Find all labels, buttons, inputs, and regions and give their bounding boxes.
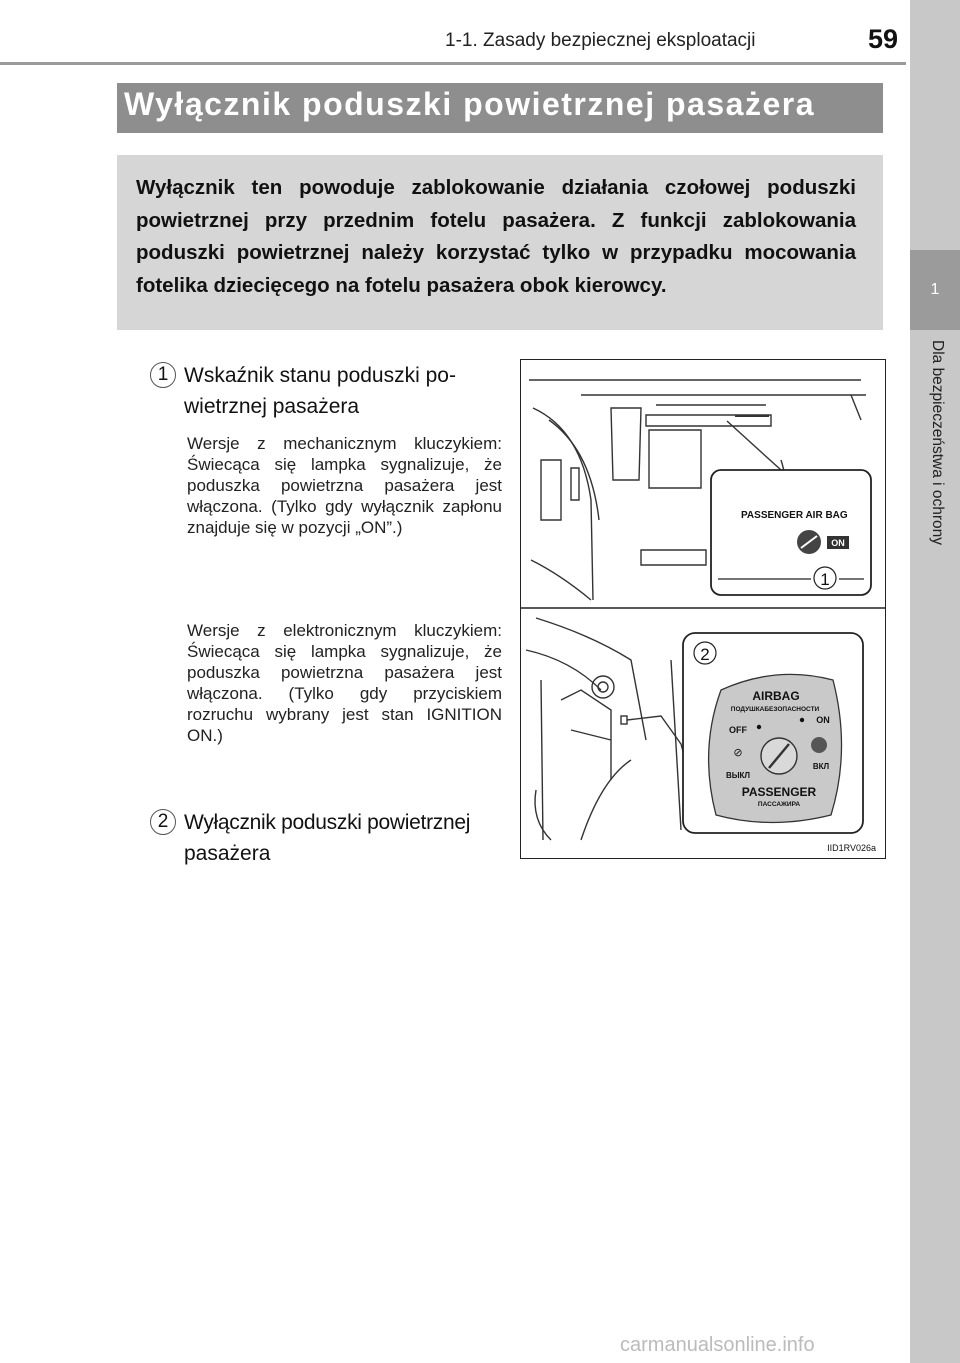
switch-label-passenger: PASSENGER <box>741 785 817 799</box>
page-title: Wyłącznik poduszki powietrznej pasażera <box>124 86 815 122</box>
watermark: carmanualsonline.info <box>620 1334 815 1356</box>
page-number: 59 <box>868 24 899 54</box>
airbag-off-icon: ⊘ <box>733 746 743 759</box>
header-divider <box>0 62 906 65</box>
item-2-title-line1: Wyłącznik poduszki powietrznej <box>184 811 471 834</box>
dashboard-drawing <box>521 360 885 858</box>
item-1-paragraph-2: Wersje z elektronicznym kluczykiem: Świecąca się lampka sygnalizuje, że poduszka powietrzna pasażera jest włączona. (Tylko gdy przyciskiem rozruchu wybrany jest stan IGNITION ON.) <box>187 621 502 745</box>
switch-label-passenger-ru: ПАССАЖИРА <box>757 801 801 808</box>
item-2-title-line2: pasażera <box>184 842 271 865</box>
switch-label-on: ON <box>816 715 830 725</box>
figure-code: IID1RV026a <box>827 843 876 853</box>
callout-2-label: 2 <box>700 645 710 664</box>
switch-label-off-ru: ВЫКЛ <box>725 771 751 780</box>
chapter-side-tab <box>910 0 960 1363</box>
chapter-title: Dla bezpieczeństwa i ochrony <box>929 340 946 546</box>
callout-1-label: 1 <box>820 570 830 589</box>
switch-label-airbag: AIRBAG <box>752 689 800 703</box>
switch-label-airbag-ru: ПОДУШКАБЕЗОПАСНОСТИ <box>730 706 820 713</box>
dashboard-illustration <box>520 359 886 859</box>
switch-label-off: OFF <box>729 725 747 735</box>
item-number-badge: 1 <box>150 362 176 388</box>
chapter-number: 1 <box>910 250 960 330</box>
section-header: 1-1. Zasady bezpiecznej eksploatacji <box>445 30 756 51</box>
item-1-title-line2: wietrznej pasażera <box>184 395 360 418</box>
indicator-label: PASSENGER AIR BAG <box>741 510 848 521</box>
intro-text: Wyłącznik ten powoduje zablokowanie działania czołowej poduszki powietrznej przy przednim fotelu pasażera. Z funkcji zablokowania poduszki powietrznej należy korzystać tylko w przypadku mocowania fotelika dziecięcego na fotelu pasażera obok kierowcy. <box>136 176 856 297</box>
airbag-on-icon <box>811 737 827 753</box>
indicator-on-label: ON <box>831 538 845 548</box>
item-1-paragraph-1: Wersje z mechanicznym kluczykiem: Świecąca się lampka sygnalizuje, że poduszka powietrzna pasażera jest włączona. (Tylko gdy wyłącznik zapłonu znajduje się w pozycji „ON”.) <box>187 434 502 537</box>
switch-label-on-ru: ВКЛ <box>812 762 830 771</box>
item-number-badge: 2 <box>150 809 176 835</box>
item-1-title-line1: Wskaźnik stanu poduszki po- <box>184 364 456 387</box>
